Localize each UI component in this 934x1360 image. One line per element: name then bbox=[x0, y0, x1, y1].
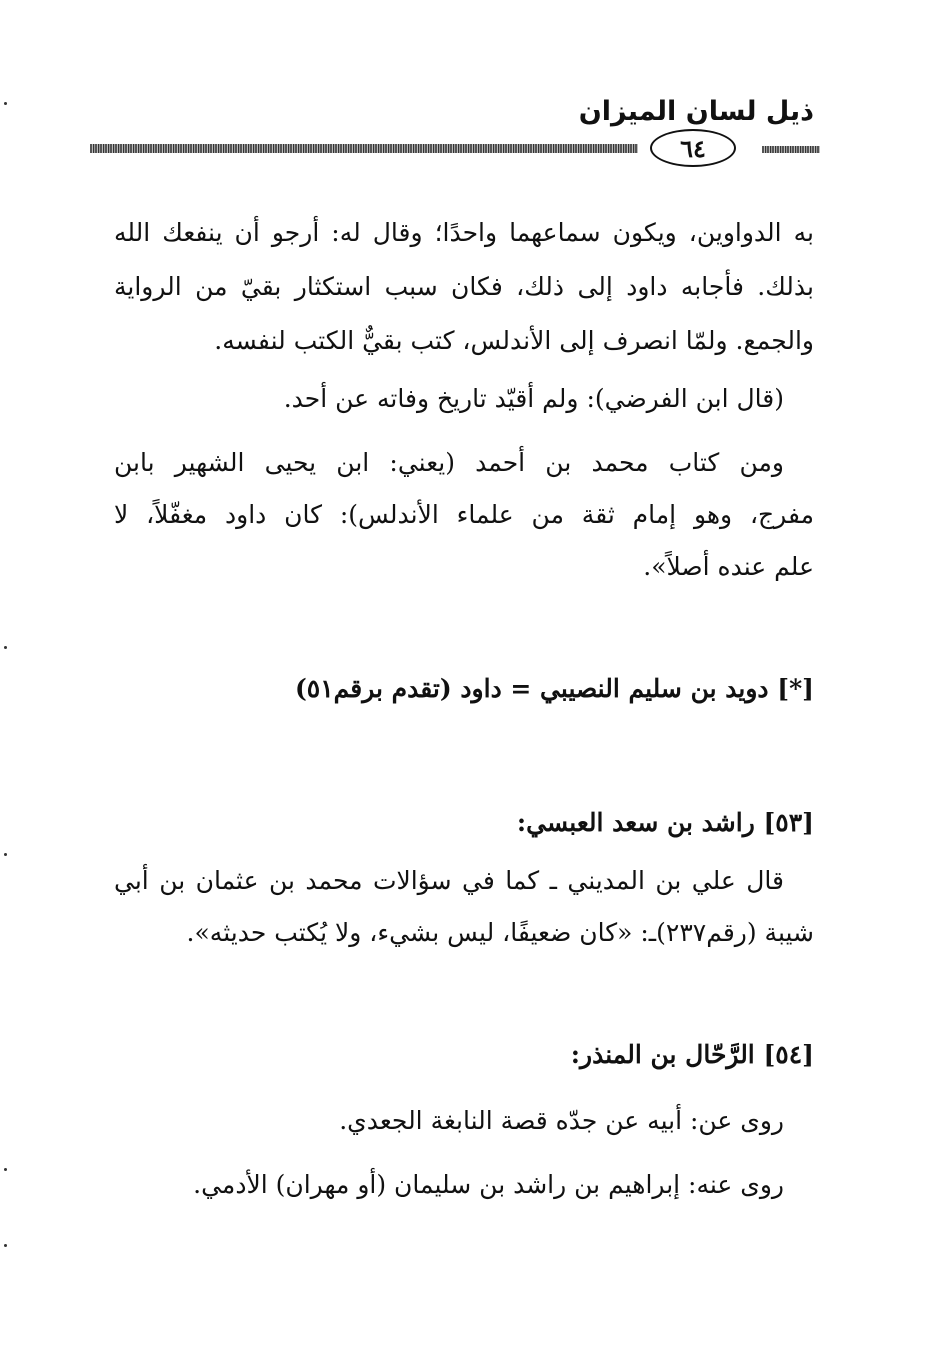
entry-cross-reference: [*] دويد بن سليم النصيبي = داود (تقدم برقم٥١) bbox=[294, 674, 814, 703]
scan-margin-dot bbox=[4, 853, 7, 856]
paragraph-line: ومن كتاب محمد بن أحمد (يعني: ابن يحيى الشهير بابن bbox=[114, 448, 784, 477]
paragraph-line: شيبة (رقم٢٣٧)ـ: «كان ضعيفًا، ليس بشيء، ولا يُكتب حديثه». bbox=[186, 918, 814, 947]
paragraph-line: والجمع. ولمّا انصرف إلى الأندلس، كتب بقيٌّ الكتب لنفسه. bbox=[214, 326, 814, 355]
entry-heading-53: [٥٣] راشد بن سعد العبسي: bbox=[516, 808, 814, 837]
page-number: ٦٤ bbox=[650, 129, 736, 167]
running-head-title: ذيل لسان الميزان bbox=[578, 96, 814, 127]
paragraph-line: روى عنه: إبراهيم بن راشد بن سليمان (أو مهران) الأدمي. bbox=[193, 1170, 784, 1199]
scan-margin-dot bbox=[4, 1244, 7, 1247]
paragraph-line: (قال ابن الفرضي): ولم أقيّد تاريخ وفاته عن أحد. bbox=[283, 384, 784, 413]
paragraph-line: به الدواوين، ويكون سماعهما واحدًا؛ وقال له: أرجو أن ينفعك الله bbox=[114, 218, 814, 247]
header-rule-short bbox=[762, 146, 820, 153]
paragraph-line: مفرج، وهو إمام ثقة من علماء الأندلس): كان داود مغفّلاً، لا bbox=[114, 500, 814, 529]
paragraph-line: قال علي بن المديني ـ كما في سؤالات محمد بن عثمان بن أبي bbox=[114, 866, 784, 895]
header-rule bbox=[90, 144, 638, 153]
scan-margin-dot bbox=[4, 1168, 7, 1171]
paragraph-line: بذلك. فأجابه داود إلى ذلك، فكان سبب استكثار بقيّ من الرواية bbox=[114, 272, 814, 301]
scan-margin-dot bbox=[4, 102, 7, 105]
scan-margin-dot bbox=[4, 646, 7, 649]
paragraph-line: روى عن: أبيه عن جدّه قصة النابغة الجعدي. bbox=[339, 1106, 784, 1135]
paragraph-line: علم عنده أصلاً». bbox=[643, 552, 814, 581]
entry-heading-54: [٥٤] الرَّحّال بن المنذر: bbox=[570, 1040, 814, 1069]
